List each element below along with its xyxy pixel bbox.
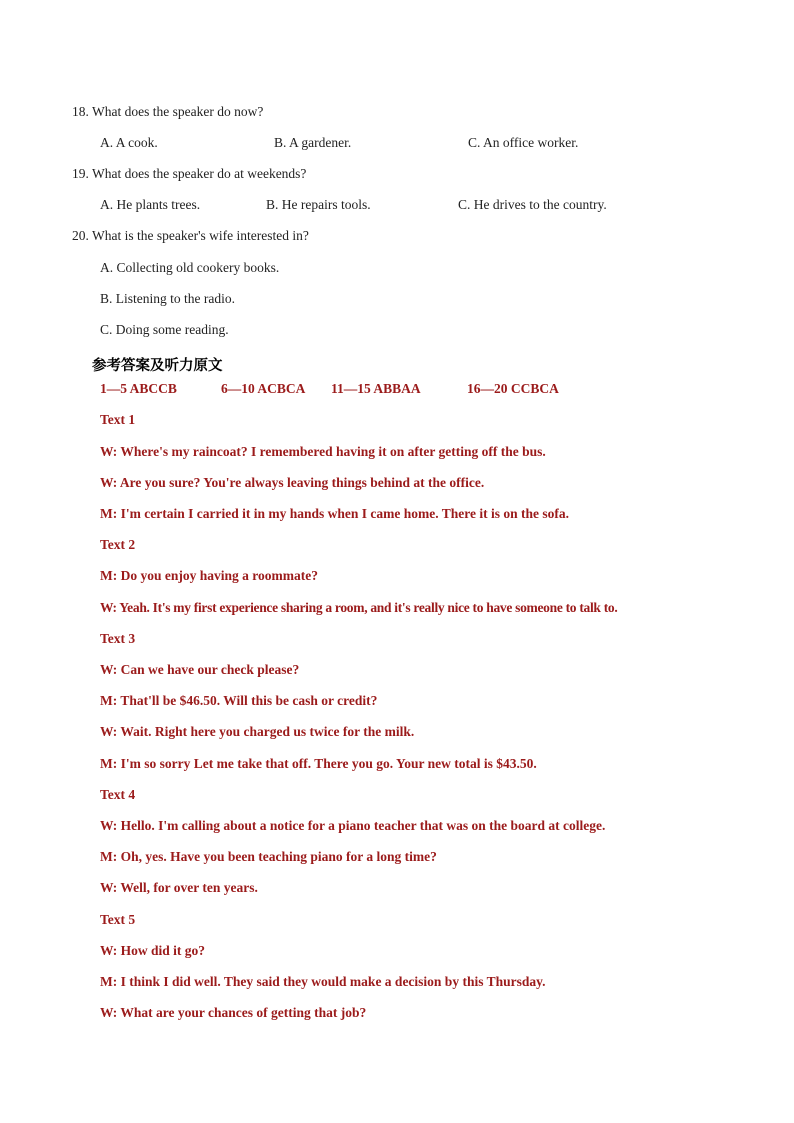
transcript-line: M: Oh, yes. Have you been teaching piano for a long time? [100, 849, 437, 864]
transcript-line: M: Do you enjoy having a roommate? [100, 568, 318, 583]
q20-option-a: A. Collecting old cookery books. [100, 260, 280, 275]
q19-option-a: A. He plants trees. [100, 197, 201, 212]
answer-group-3: 11—15 ABBAA [331, 381, 421, 396]
transcript-title: Text 1 [100, 412, 136, 427]
transcript-line: W: Are you sure? You're always leaving things behind at the office. [100, 475, 485, 490]
transcript-line: W: Well, for over ten years. [100, 880, 258, 895]
transcript-title: Text 2 [100, 537, 136, 552]
transcript-line: W: Yeah. It's my first experience sharing a room, and it's really nice to have someone to talk to. [100, 600, 618, 615]
q20-option-b: B. Listening to the radio. [100, 291, 235, 306]
transcript-line: W: Where's my raincoat? I remembered having it on after getting off the bus. [100, 444, 546, 459]
transcript-line: W: Wait. Right here you charged us twice for the milk. [100, 724, 415, 739]
q18-option-a: A. A cook. [100, 135, 158, 150]
answer-heading: 参考答案及听力原文 [92, 358, 223, 374]
transcript-title: Text 5 [100, 912, 136, 927]
question-number: 19. [72, 166, 89, 181]
transcript-line: M: That'll be $46.50. Will this be cash or credit? [100, 693, 378, 708]
question-text: What is the speaker's wife interested in? [92, 228, 309, 243]
transcript-line: W: Hello. I'm calling about a notice for a piano teacher that was on the board at college. [100, 818, 606, 833]
q18-option-c: C. An office worker. [468, 135, 579, 150]
question-19 [72, 166, 306, 182]
answer-group-1: 1—5 ABCCB [100, 381, 177, 396]
transcript-line: W: Can we have our check please? [100, 662, 300, 677]
transcript-title: Text 3 [100, 631, 136, 646]
transcript-title: Text 4 [100, 787, 136, 802]
answer-group-2: 6—10 ACBCA [221, 381, 306, 396]
question-text: What does the speaker do at weekends? [92, 166, 307, 181]
question-number: 18. [72, 104, 89, 119]
transcript-line: M: I'm certain I carried it in my hands when I came home. There it is on the sofa. [100, 506, 569, 521]
q18-option-b: B. A gardener. [274, 135, 352, 150]
question-number: 20. [72, 228, 89, 243]
transcript-line: M: I'm so sorry Let me take that off. There you go. Your new total is $43.50. [100, 756, 537, 771]
question-18 [72, 104, 263, 120]
question-20 [72, 228, 309, 244]
q19-option-c: C. He drives to the country. [458, 197, 607, 212]
transcript-line: M: I think I did well. They said they would make a decision by this Thursday. [100, 974, 546, 989]
transcript-line: W: How did it go? [100, 943, 206, 958]
answer-group-4: 16—20 CCBCA [467, 381, 559, 396]
question-text: What does the speaker do now? [92, 104, 264, 119]
q20-option-c: C. Doing some reading. [100, 322, 229, 337]
q19-option-b: B. He repairs tools. [266, 197, 371, 212]
transcript-line: W: What are your chances of getting that job? [100, 1005, 367, 1020]
